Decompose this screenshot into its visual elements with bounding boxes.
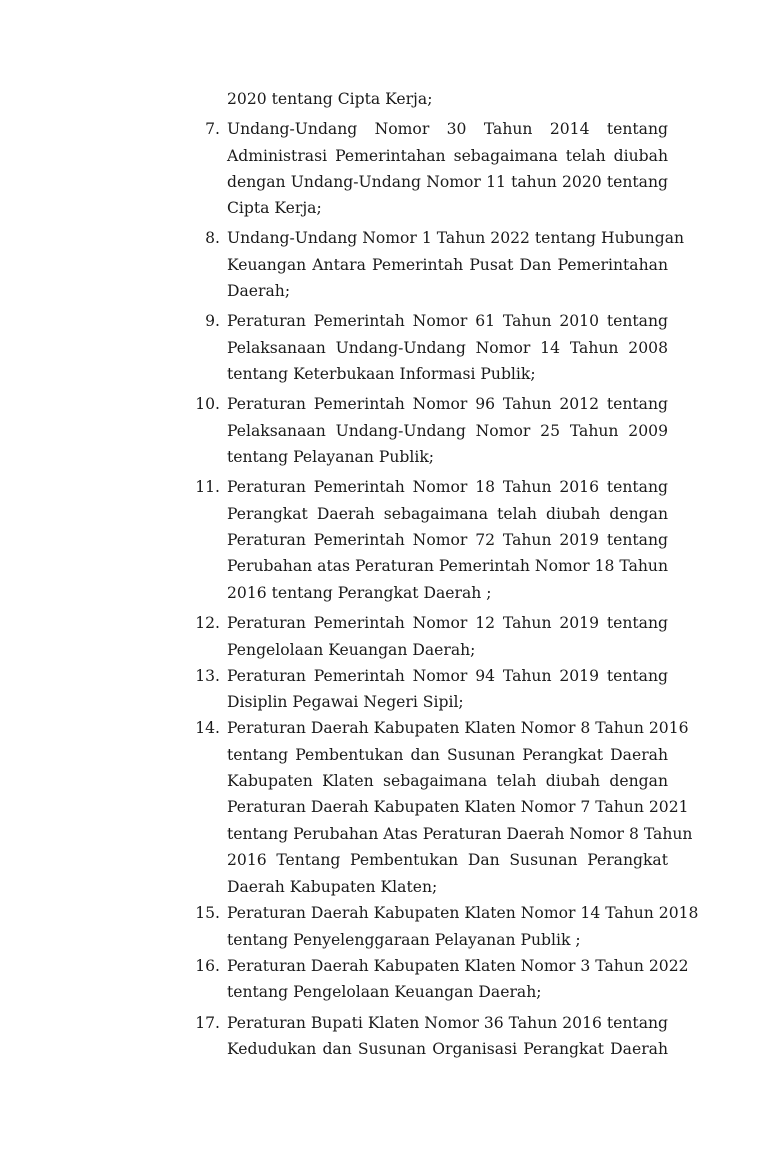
list-item-line: Peraturan Daerah Kabupaten Klaten Nomor 8 Tahun 2016 [227,719,689,737]
list-item-number: 10. [195,395,220,413]
list-item-line: Undang-Undang Nomor 1 Tahun 2022 tentang Hubungan [227,229,685,247]
list-item-number: 12. [195,614,220,632]
list-item-number: 8. [205,229,220,247]
list-item-number: 16. [195,957,220,975]
list-item-line: Disiplin Pegawai Negeri Sipil; [227,693,464,711]
list-item-number: 13. [195,667,220,685]
list-item-line: Peraturan Pemerintah Nomor 18 Tahun 2016 tentang [227,478,668,496]
list-item-line: Peraturan Pemerintah Nomor 12 Tahun 2019 tentang [227,614,668,632]
list-item-line: Pengelolaan Keuangan Daerah; [227,641,476,659]
list-item-number: 7. [205,120,220,138]
list-item-line: Peraturan Pemerintah Nomor 72 Tahun 2019 tentang [227,531,668,549]
list-item-line: Peraturan Daerah Kabupaten Klaten Nomor 7 Tahun 2021 [227,798,689,816]
list-item-line: Kedudukan dan Susunan Organisasi Perangkat Daerah [227,1040,668,1058]
list-item-line: tentang Pengelolaan Keuangan Daerah; [227,983,542,1001]
list-item-line: Perangkat Daerah sebagaimana telah diubah dengan [227,505,668,523]
list-item-line: Pelaksanaan Undang-Undang Nomor 25 Tahun 2009 [227,422,668,440]
list-item-line: 2016 Tentang Pembentukan Dan Susunan Perangkat [227,851,668,869]
list-item-line: tentang Perubahan Atas Peraturan Daerah Nomor 8 Tahun [227,825,693,843]
list-item-line: Kabupaten Klaten sebagaimana telah diubah dengan [227,772,668,790]
list-item-line: tentang Penyelenggaraan Pelayanan Publik ; [227,931,581,949]
list-item-line: dengan Undang-Undang Nomor 11 tahun 2020 tentang [227,173,668,191]
list-item-line: Peraturan Daerah Kabupaten Klaten Nomor 14 Tahun 2018 [227,904,699,922]
list-item-line: Keuangan Antara Pemerintah Pusat Dan Pemerintahan [227,256,668,274]
list-item-line: Peraturan Pemerintah Nomor 61 Tahun 2010 tentang [227,312,668,330]
list-item-number: 15. [195,904,220,922]
list-item-line: Peraturan Pemerintah Nomor 96 Tahun 2012 tentang [227,395,668,413]
list-item-line: Daerah; [227,282,291,300]
list-item-line: Perubahan atas Peraturan Pemerintah Nomor 18 Tahun [227,557,668,575]
list-item-line: 2016 tentang Perangkat Daerah ; [227,584,492,602]
list-item-line: Peraturan Pemerintah Nomor 94 Tahun 2019 tentang [227,667,668,685]
list-item-line: Administrasi Pemerintahan sebagaimana telah diubah [227,147,668,165]
list-item-line: Peraturan Bupati Klaten Nomor 36 Tahun 2016 tentang [227,1014,669,1032]
list-item-continuation-line: 2020 tentang Cipta Kerja; [227,90,433,108]
list-item-line: tentang Pelayanan Publik; [227,448,435,466]
list-item-line: Cipta Kerja; [227,199,322,217]
list-item-number: 17. [195,1014,220,1032]
list-item-number: 11. [195,478,220,496]
list-item-line: Undang-Undang Nomor 30 Tahun 2014 tentang [227,120,668,138]
list-item-line: Peraturan Daerah Kabupaten Klaten Nomor 3 Tahun 2022 [227,957,689,975]
list-item-line: tentang Keterbukaan Informasi Publik; [227,365,536,383]
list-item-number: 9. [205,312,220,330]
list-item-line: tentang Pembentukan dan Susunan Perangkat Daerah [227,746,668,764]
list-item-line: Daerah Kabupaten Klaten; [227,878,438,896]
list-item-line: Pelaksanaan Undang-Undang Nomor 14 Tahun 2008 [227,339,668,357]
list-item-number: 14. [195,719,220,737]
